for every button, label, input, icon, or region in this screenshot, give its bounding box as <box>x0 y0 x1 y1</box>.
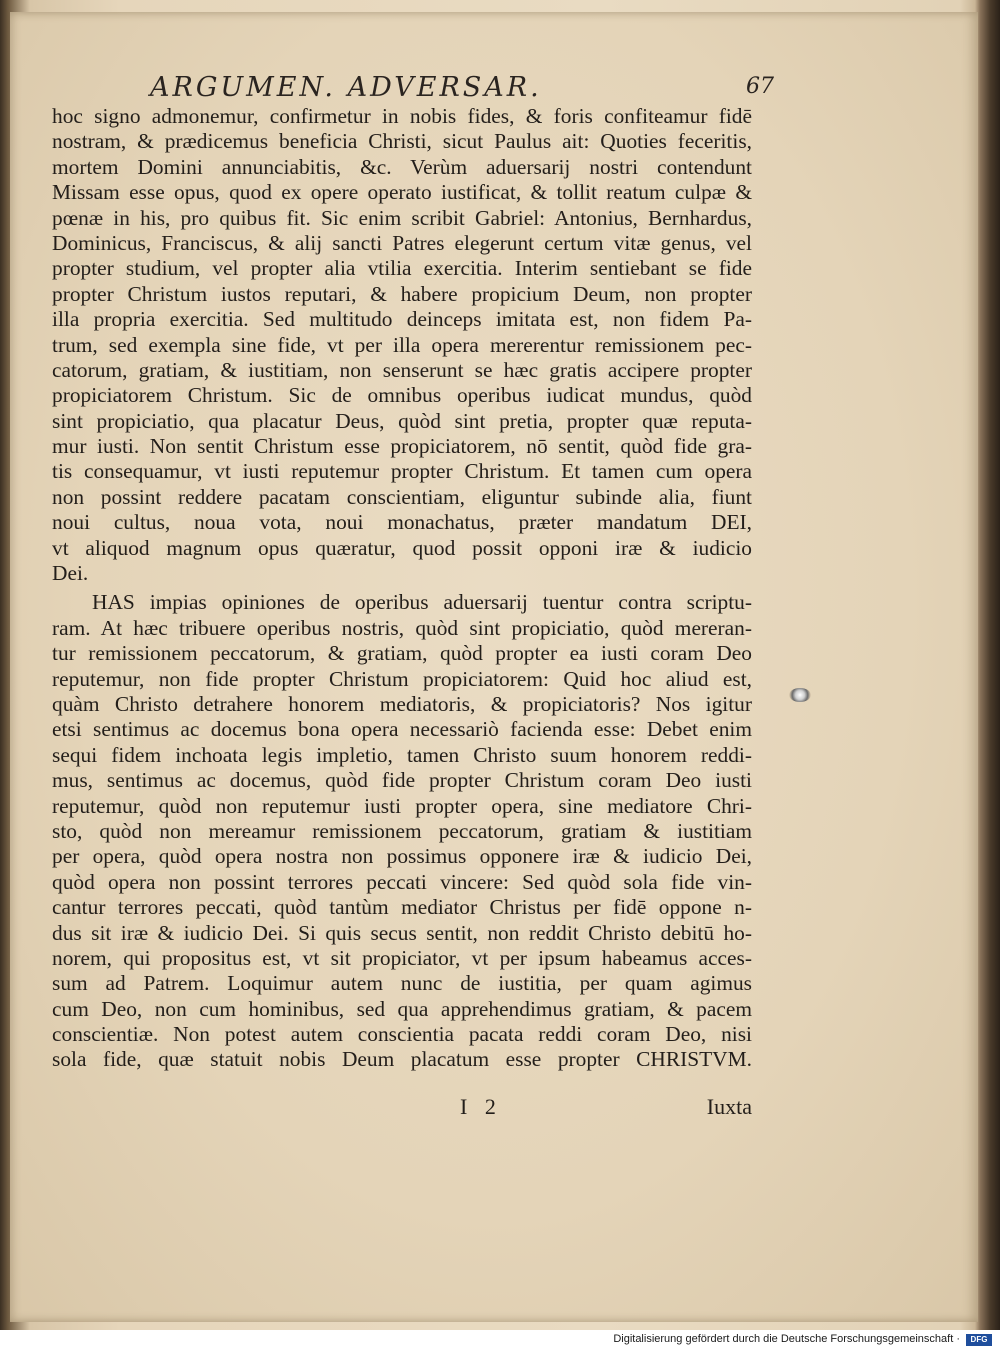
text-line: Dei. <box>52 561 89 586</box>
text-line: conscientiæ. Non potest autem conscientia pacata reddi coram Deo, nisi <box>52 1022 752 1047</box>
text-line: illa propria exercitia. Sed multitudo deinceps imitata est, non fidem Pa- <box>52 307 752 332</box>
text-line: reputemur, non fide propter Christum propiciatorem: Quid hoc aliud est, <box>52 666 752 691</box>
text-line: cum Deo, non cum hominibus, sed qua apprehendimus gratiam, & pacem <box>52 996 752 1021</box>
text-line: propter Christum iustos reputari, & habere propicium Deum, non propter <box>52 281 752 306</box>
text-line: Dominicus, Franciscus, & alij sancti Patres elegerunt certum vitæ genus, vel <box>52 230 752 255</box>
text-line: sola fide, quæ statuit nobis Deum placatum esse propter CHRISTVM. <box>52 1047 752 1072</box>
text-line: ram. At hæc tribuere operibus nostris, quòd sint propiciatio, quòd mereran- <box>52 615 752 640</box>
text-line: quòd opera non possint terrores peccati vincere: Sed quòd sola fide vin- <box>52 869 752 894</box>
text-line: mur iusti. Non sentit Christum esse propiciatorem, nō sentit, quòd fide gra- <box>52 434 752 459</box>
text-line: catorum, gratiam, & iustitiam, non senserunt se hæc gratis accipere propter <box>52 357 752 382</box>
text-line: cantur terrores peccati, quòd tantùm mediator Christus per fidē oppone n- <box>52 895 752 920</box>
text-line: sequi fidem inchoata legis impletio, tamen Christo suum honorem reddi- <box>52 742 752 767</box>
text-line: vt aliquod magnum opus quæratur, quod possit opponi iræ & iudicio <box>52 535 752 560</box>
text-line: nostram, & prædicemus beneficia Christi, sicut Paulus ait: Quoties feceritis, <box>52 129 752 154</box>
ink-blot <box>789 688 811 702</box>
signature-mark: I 2 <box>460 1094 502 1119</box>
text-line: Missam esse opus, quod ex opere operato iustificat, & tollit reatum culpæ & <box>52 180 752 205</box>
text-line: tis consequamur, vt iusti reputemur propter Christum. Et tamen cum opera <box>52 459 752 484</box>
text-line: etsi sentimus ac docemus bona opera necessariò facienda esse: Debet enim <box>52 717 752 742</box>
credit-bar <box>0 1330 1000 1350</box>
text-line: propter studium, vel propter alia vtilia exercitia. Interim sentiebant se fide <box>52 256 752 281</box>
text-line: tur remissionem peccatorum, & gratiam, quòd propter ea iusti coram Deo <box>52 641 752 666</box>
text-line: sum ad Patrem. Loquimur autem nunc de iustitia, per quam agimus <box>52 971 752 996</box>
text-line: mortem Domini annunciabitis, &c. Verùm aduersarij nostri contendunt <box>52 154 752 179</box>
body-text <box>52 104 752 1073</box>
text-line: trum, sed exempla sine fide, vt per illa opera mererentur remissionem pec- <box>52 332 752 357</box>
text-line: sint propiciatio, qua placatur Deus, quòd sint pretia, propter quæ reputa- <box>52 408 752 433</box>
text-line: mus, sentimus ac docemus, quòd fide propter Christum coram Deo iusti <box>52 768 752 793</box>
text-line: noui cultus, noua vota, noui monachatus, præter mandatum DEI, <box>52 510 752 535</box>
catchword: Iuxta <box>706 1094 752 1119</box>
running-head: ARGUMEN. ADVERSAR. <box>150 72 542 103</box>
page-number: 67 <box>746 74 774 99</box>
text-line: non possint reddere pacatam conscientiam, eliguntur subinde alia, fiunt <box>52 484 752 509</box>
page-footer <box>52 1094 752 1122</box>
dfg-logo-icon: DFG <box>966 1334 992 1346</box>
text-line: reputemur, quòd non reputemur iusti propter opera, sine mediatore Chri- <box>52 793 752 818</box>
text-line: quàm Christo detrahere honorem mediatoris, & propiciatoris? Nos igitur <box>52 691 752 716</box>
text-line: sto, quòd non mereamur remissionem peccatorum, gratiam & iustitiam <box>52 818 752 843</box>
text-line: hoc signo admonemur, confirmetur in nobis fides, & foris confiteamur fidē <box>52 104 752 128</box>
text-line: per opera, quòd opera nostra non possimus opponere iræ & iudicio Dei, <box>52 844 752 869</box>
text-line: pœnæ in his, pro quibus fit. Sic enim scribit Gabriel: Antonius, Bernhardus, <box>52 205 752 230</box>
credit-text: Digitalisierung gefördert durch die Deutsche Forschungsgemeinschaft · <box>613 1333 960 1345</box>
text-line: norem, qui propositus est, vt sit propiciator, vt per ipsum habeamus acces- <box>52 945 752 970</box>
text-line: propiciatorem Christum. Sic de omnibus operibus iudicat mundus, quòd <box>52 383 752 408</box>
text-line: dus sit iræ & iudicio Dei. Si quis secus sentit, non reddit Christo debitū ho- <box>52 920 752 945</box>
paragraph-first-line: HAS impias opiniones de operibus aduersarij tuentur contra scriptu- <box>92 590 752 615</box>
